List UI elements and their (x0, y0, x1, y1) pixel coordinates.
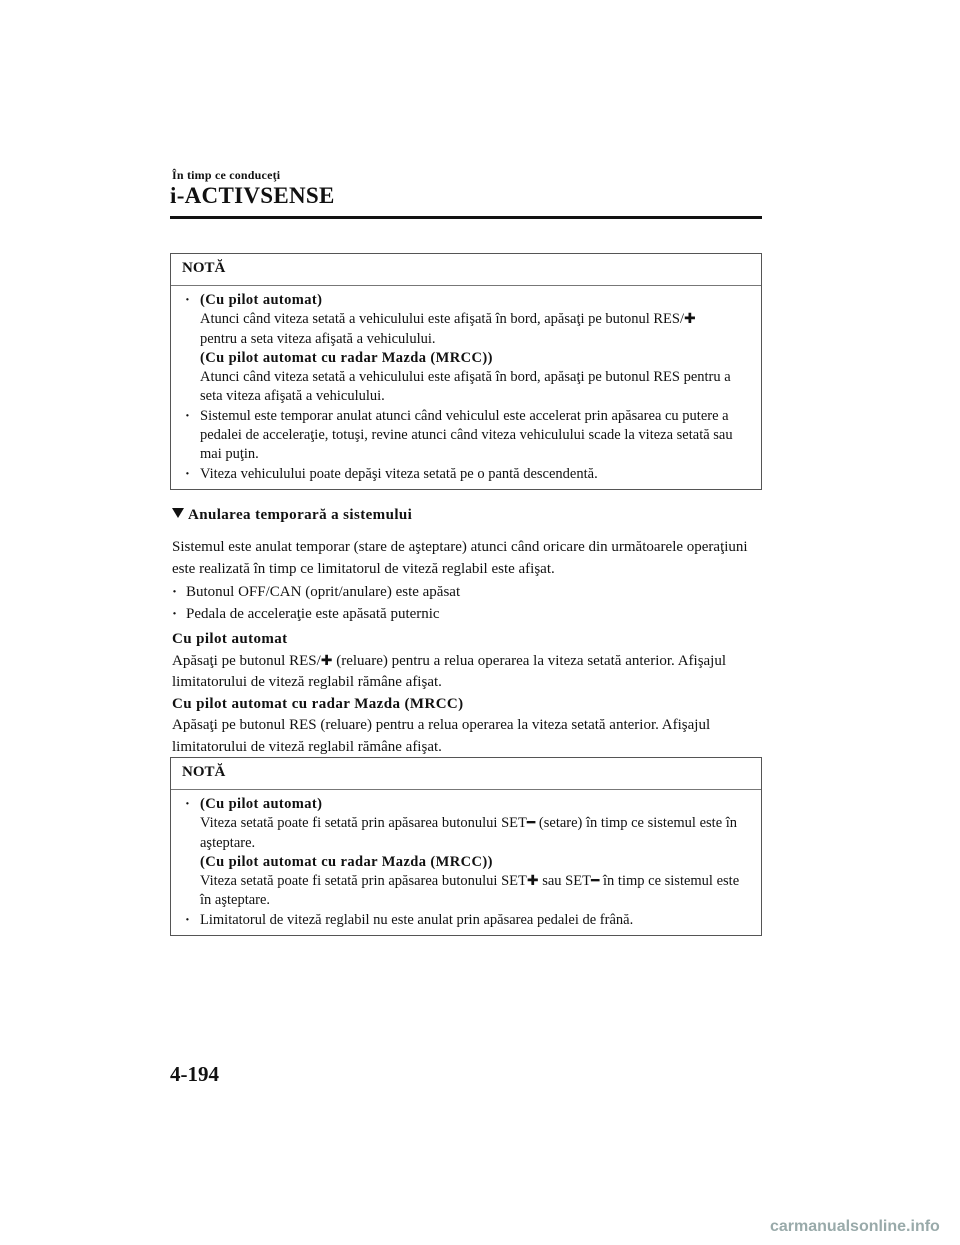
paragraph-part: Apăsaţi pe butonul RES/ (172, 652, 321, 669)
note-subheading: (Cu pilot automat cu radar Mazda (MRCC)) (200, 349, 493, 366)
note-bullet: · Viteza vehiculului poate depăşi viteza setată pe o pantă descendentă. (185, 465, 751, 484)
intro-paragraph: Sistemul este anulat temporar (stare de aşteptare) atunci când oricare din următoarele operaţiuni este realizată în timp ce limitatorul de viteză reglabil este afişat. (172, 539, 748, 577)
section-heading (172, 507, 412, 524)
title-rule (170, 216, 762, 219)
list-item: · Butonul OFF/CAN (oprit/anulare) este apăsat (172, 582, 762, 604)
condition-list (172, 582, 762, 625)
plus-icon: ✚ (684, 311, 696, 328)
subheading-mrcc: Cu pilot automat cu radar Mazda (MRCC) (172, 695, 464, 712)
note-bullet (185, 291, 751, 407)
note-text: pentru a seta viteza afişată a vehiculului. (200, 330, 436, 347)
note-subheading: · (Cu pilot automat) (200, 292, 323, 308)
note-bullet (185, 795, 751, 911)
note-bullet: · Limitatorul de viteză reglabil nu este anulat prin apăsarea pedalei de frână. (185, 911, 751, 930)
note-subheading: (Cu pilot automat cu radar Mazda (MRCC)) (200, 853, 493, 870)
note-text: Atunci când viteza setată a vehiculului este afişată în bord, apăsaţi pe butonul RES pentru a seta viteza afişată a vehiculului. (200, 369, 731, 405)
list-item: · Pedala de acceleraţie este apăsată puternic (172, 604, 762, 626)
minus-icon: ━ (590, 873, 600, 890)
note-box-2 (170, 757, 762, 936)
page-title: i-ACTIVSENSE (170, 183, 335, 208)
subheading-auto: Cu pilot automat (172, 631, 288, 647)
note-text-part: Atunci când viteza setată a vehiculului este afişată în bord, apăsaţi pe butonul RES/ (200, 311, 684, 328)
note-text-part: în timp ce sistemul este în aşteptare. (200, 873, 740, 909)
paragraph-part: (reluare) pentru a relua operarea la viteza setată anterior. Afişajul limitatorului de viteză reglabil rămâne afişat. (172, 652, 727, 690)
note-box-1 (170, 253, 762, 490)
chapter-kicker: În timp ce conduceţi (172, 168, 281, 182)
plus-icon: ✚ (320, 652, 333, 669)
note-text-part: (setare) în timp ce sistemul este în aşteptare. (200, 815, 738, 851)
note-text-part: sau SET (538, 873, 591, 890)
note-label: NOTĂ (171, 758, 761, 790)
note-text (200, 872, 751, 911)
note-text (200, 814, 751, 853)
auto-block (172, 629, 764, 758)
footer-watermark: carmanualsonline.info (770, 1218, 940, 1235)
section-heading-text: Anularea temporară a sistemului (188, 507, 413, 523)
note-text (200, 310, 751, 329)
note-text-part: Viteza setată poate fi setată prin apăsarea butonului SET (200, 815, 527, 832)
plus-icon: ✚ (526, 873, 539, 890)
paragraph-mrcc: Apăsaţi pe butonul RES (reluare) pentru a relua operarea la viteza setată anterior. Afişajul limitatorului de viteză reglabil rămâne afişat. (172, 717, 711, 755)
note-bullet: · Sistemul este temporar anulat atunci când vehiculul este accelerat prin apăsarea cu putere a pedalei de acceleraţie, totuşi, revine atunci când viteza vehiculului scade la viteza setată sau mai puţin. (185, 407, 751, 465)
triangle-down-icon (172, 508, 184, 518)
paragraph-auto (172, 651, 764, 694)
note-label: NOTĂ (171, 254, 761, 286)
note-subheading: · (Cu pilot automat) (200, 796, 323, 812)
page-number: 4-194 (170, 1062, 219, 1086)
minus-icon: ━ (526, 815, 536, 832)
note-text-part: Viteza setată poate fi setată prin apăsarea butonului SET (200, 873, 527, 890)
